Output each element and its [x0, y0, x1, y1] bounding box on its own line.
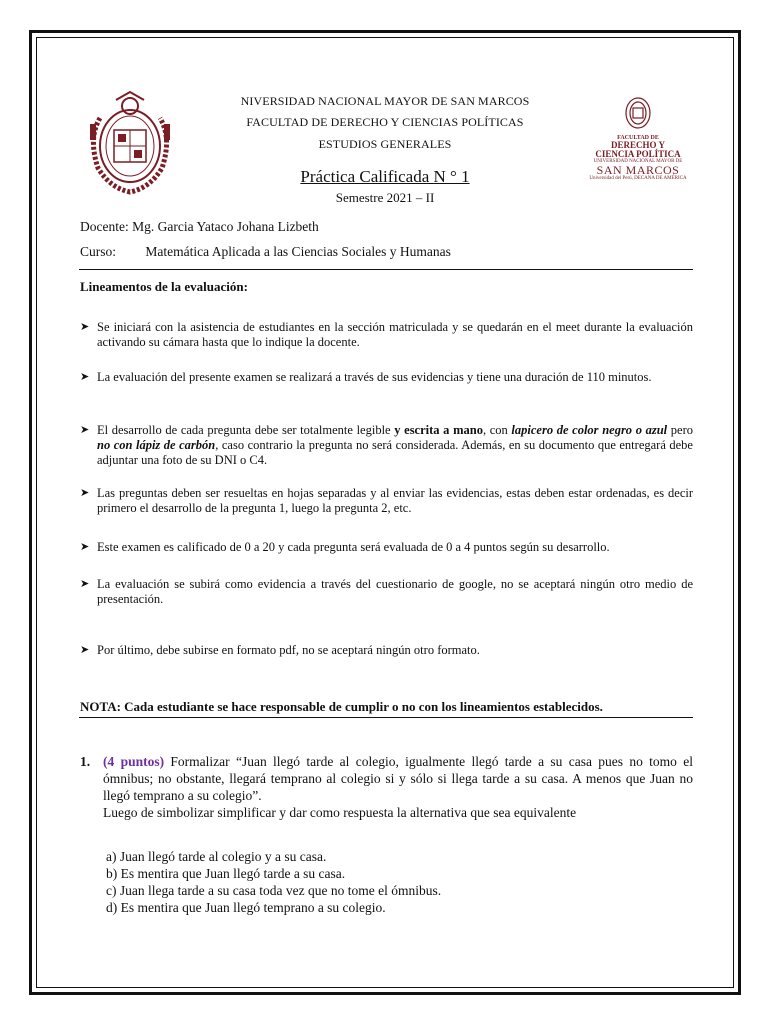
question-text: Formalizar “Juan llegó tarde al colegio, igualmente llegó tarde a su casa pues no tomo el ómnibus; no obstante, llegará temprano al colegio si y sólo si llega tarde a su casa. A menos que Juan no llegó temprano a su colegio”.: [103, 754, 693, 803]
option-b: b) Es mentira que Juan llegó tarde a su casa.: [106, 866, 346, 881]
faculty-logo-name1: DERECHO Y: [611, 140, 665, 150]
faculty-logo: [588, 96, 688, 188]
arrowhead-bullet-icon: ➤: [80, 321, 90, 333]
faculty-crest-icon: [588, 96, 688, 130]
course-label: Curso:: [80, 244, 117, 259]
question-1: [80, 753, 693, 821]
teacher-label: Docente:: [80, 219, 129, 234]
option-a: a) Juan llegó tarde al colegio y a su casa.: [106, 849, 327, 864]
university-name: NIVERSIDAD NACIONAL MAYOR DE SAN MARCOS: [240, 94, 530, 108]
faculty-name: FACULTAD DE DERECHO Y CIENCIAS POLÍTICAS: [246, 115, 524, 129]
arrowhead-bullet-icon: ➤: [80, 578, 90, 590]
faculty-logo-univ3: Universidad del Perú, DECANA DE AMÉRICA: [589, 176, 687, 181]
guideline-item: ➤ La evaluación se subirá como evidencia a través del cuestionario de google, no se aceptará ningún otro medio de presentación.: [80, 577, 693, 606]
semester: Semestre 2021 – II: [335, 190, 435, 205]
option-c: c) Juan llega tarde a su casa toda vez que no tome el ómnibus.: [106, 883, 442, 898]
university-seal-logo: [80, 88, 180, 196]
arrowhead-bullet-icon: ➤: [80, 487, 90, 499]
course-name: Matemática Aplicada a las Ciencias Sociales y Humanas: [145, 244, 451, 259]
guideline-item: ➤ Por último, debe subirse en formato pdf, no se aceptará ningún otro formato.: [80, 643, 480, 657]
guideline-item: ➤ La evaluación del presente examen se realizará a través de sus evidencias y tiene una duración de 110 minutos.: [80, 370, 652, 384]
guidelines-title: Lineamentos de la evaluación:: [80, 279, 248, 294]
teacher-name: Mg. Garcia Yataco Johana Lizbeth: [132, 219, 319, 234]
faculty-logo-name2: CIENCIA POLÍTICA: [595, 149, 681, 159]
guideline-item: ➤ El desarrollo de cada pregunta debe ser totalmente legible y escrita a mano, con lapicero de color negro o azul pero no con lápiz de carbón, caso contrario la pregunta no será considerada. Además, en su documento que entregará debe adjuntar una foto de su DNI o C4.: [80, 423, 693, 467]
exam-title: Práctica Calificada N ° 1: [300, 167, 470, 186]
question-instruction: Luego de simbolizar simplificar y dar como respuesta la alternativa que sea equivalente: [103, 805, 577, 820]
faculty-logo-univ1: UNIVERSIDAD NACIONAL MAYOR DE: [593, 159, 683, 164]
guideline-item: ➤ Este examen es calificado de 0 a 20 y cada pregunta será evaluada de 0 a 4 puntos según su desarrollo.: [80, 540, 610, 554]
question-number: 1.: [80, 754, 91, 769]
arrowhead-bullet-icon: ➤: [80, 644, 90, 656]
question-points: (4 puntos): [103, 754, 165, 769]
guideline-item: ➤ Se iniciará con la asistencia de estudiantes en la sección matriculada y se quedarán en el meet durante la evaluación activando su cámara hasta que lo indique la docente.: [80, 320, 693, 349]
course-line: [80, 244, 451, 260]
arrowhead-bullet-icon: ➤: [80, 424, 90, 436]
option-d: d) Es mentira que Juan llegó temprano a su colegio.: [106, 900, 386, 915]
arrowhead-bullet-icon: ➤: [80, 541, 90, 553]
guideline-item: ➤ Las preguntas deben ser resueltas en hojas separadas y al enviar las evidencias, estas deben estar ordenadas, es decir primero el desarrollo de la pregunta 1, luego la pregunta 2, etc.: [80, 486, 693, 515]
header-divider: [79, 269, 693, 270]
faculty-logo-univ2: SAN MARCOS: [596, 163, 680, 177]
arrowhead-bullet-icon: ➤: [80, 371, 90, 383]
general-studies: ESTUDIOS GENERALES: [318, 137, 452, 151]
faculty-logo-small: FACULTAD DE: [617, 135, 659, 141]
note-divider: [79, 717, 693, 718]
teacher-line: [80, 219, 319, 235]
question-options: [106, 848, 441, 916]
note: NOTA: Cada estudiante se hace responsable de cumplir o no con los lineamientos establecidos.: [80, 699, 603, 714]
